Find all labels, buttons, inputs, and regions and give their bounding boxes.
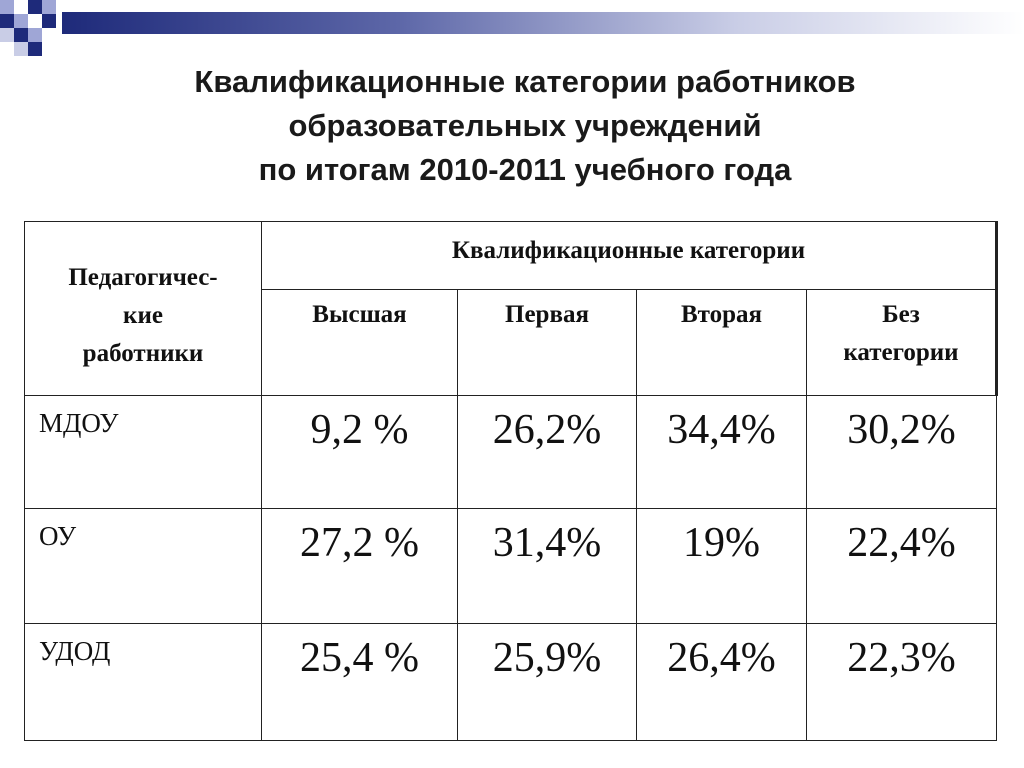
- staff-header-line-3: работники: [82, 339, 204, 367]
- corner-decoration: [0, 0, 1024, 60]
- category-header-none: [807, 290, 997, 396]
- category-header-highest: Высшая: [262, 290, 458, 396]
- staff-header-line-2: кие: [123, 301, 163, 329]
- page-title: [60, 60, 990, 192]
- title-line-3: по итогам 2010-2011 учебного года: [258, 152, 792, 187]
- row-label: УДОД: [25, 624, 262, 741]
- title-line-1: Квалификационные категории работников: [194, 64, 856, 99]
- table-cell: 19%: [637, 509, 807, 624]
- table-cell: 26,2%: [458, 396, 637, 509]
- table-row: [25, 396, 997, 509]
- table-cell: 34,4%: [637, 396, 807, 509]
- row-label: ОУ: [25, 509, 262, 624]
- qualification-table: [24, 221, 998, 741]
- category-header-none-line-2: категории: [843, 339, 959, 366]
- category-header-none-line-1: Без: [882, 301, 920, 328]
- table-cell: 25,9%: [458, 624, 637, 741]
- table-cell: 26,4%: [637, 624, 807, 741]
- table-row: [25, 509, 997, 624]
- staff-header: [25, 222, 262, 396]
- category-header-first: Первая: [458, 290, 637, 396]
- table-cell: 25,4 %: [262, 624, 458, 741]
- title-line-2: образовательных учреждений: [288, 108, 762, 143]
- table-cell: 22,4%: [807, 509, 997, 624]
- table-cell: 30,2%: [807, 396, 997, 509]
- table-cell: 22,3%: [807, 624, 997, 741]
- row-label: МДОУ: [25, 396, 262, 509]
- table-cell: 9,2 %: [262, 396, 458, 509]
- staff-header-line-1: Педагогичес-: [68, 263, 218, 291]
- table-cell: 31,4%: [458, 509, 637, 624]
- table-cell: 27,2 %: [262, 509, 458, 624]
- categories-group-header: Квалификационные категории: [262, 222, 997, 290]
- category-header-second: Вторая: [637, 290, 807, 396]
- table-row: [25, 624, 997, 741]
